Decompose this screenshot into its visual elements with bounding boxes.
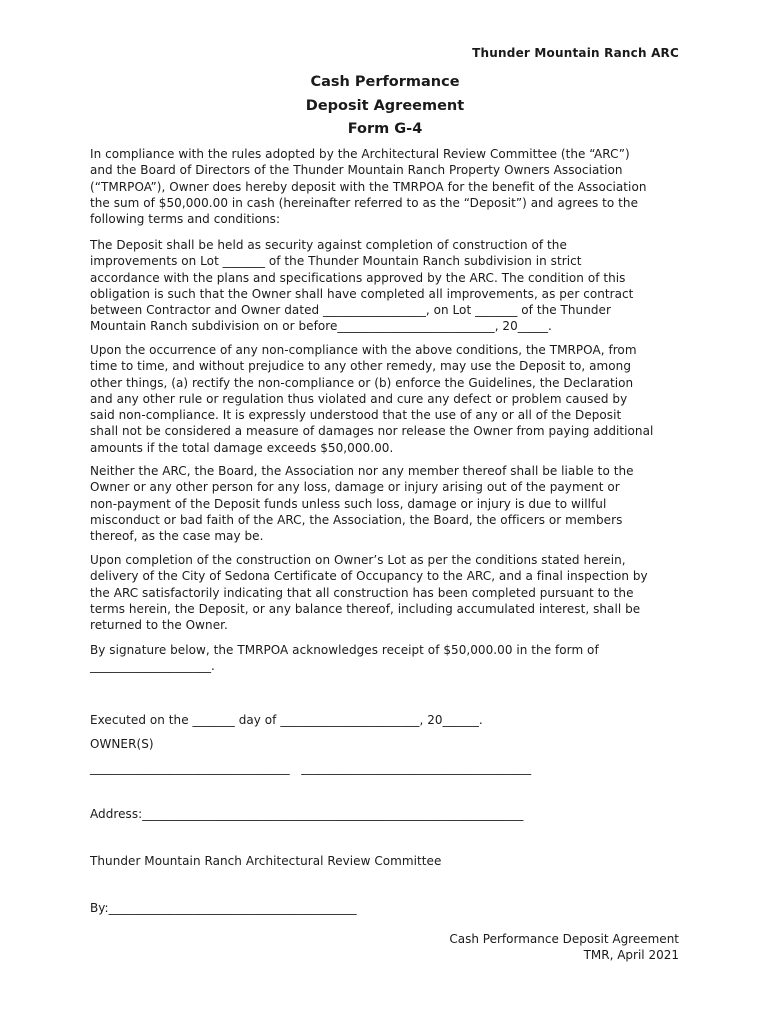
liability-paragraph: Neither the ARC, the Board, the Association nor any member thereof shall be liable to the Owner or any other person for any loss, damage or injury arising out of the payment or non-payment of the Deposit funds unless such loss, damage or injury is due to willful misconduct or bad faith of the ARC, the Association, the Board, the officers or members thereof, as the case may be. [90,464,634,544]
title-line-1: Cash Performance [310,74,460,90]
address-line: Address:_______________________________________________________________ [90,807,524,821]
security-paragraph: The Deposit shall be held as security against completion of construction of the improvements on Lot _______ of the Thunder Mountain Ranch subdivision in strict accordance with the plans and specifications approved by the ARC. The condition of this obligation is such that the Owner shall have completed all improvements, as per contract between Contractor and Owner dated _________________, on Lot _______ of the Thunder Mountain Ranch subdivision on or before__________________________, 20_____. [90,238,634,334]
completion-paragraph: Upon completion of the construction on Owner’s Lot as per the conditions stated herein, delivery of the City of Sedona Certificate of Occupancy to the ARC, and a final inspection by the ARC satisfactorily indicating that all construction has been completed pursuant to the terms herein, the Deposit, or any balance thereof, including accumulated interest, shall be returned to the Owner. [90,553,648,633]
noncompliance-paragraph: Upon the occurrence of any non-compliance with the above conditions, the TMRPOA, from time to time, and without prejudice to any other remedy, may use the Deposit to, among other things, (a) rectify the non-compliance or (b) enforce the Guidelines, the Declaration and any other rule or regulation thus violated and cure any defect or problem caused by said non-compliance. It is expressly understood that the use of any or all of the Deposit shall not be considered a measure of damages nor release the Owner from paying additional amounts if the total damage exceeds $50,000.00. [90,343,654,455]
header-organization: Thunder Mountain Ranch ARC [472,46,679,60]
document-footer [449,931,679,963]
title-line-3: Form G-4 [347,121,423,137]
executed-line: Executed on the _______ day of _______________________, 20______. [90,713,483,727]
by-signature-line: By:_________________________________________ [90,901,357,915]
footer-line-2: TMR, April 2021 [583,948,679,962]
owners-label: OWNER(S) [90,737,154,751]
document-title [0,71,770,142]
footer-line-1: Cash Performance Deposit Agreement [449,932,679,946]
acknowledgement-paragraph: By signature below, the TMRPOA acknowledges receipt of $50,000.00 in the form of ____________________. [90,643,599,674]
owner-signature-lines: _________________________________ ______________________________________ [90,761,532,775]
intro-paragraph: In compliance with the rules adopted by the Architectural Review Committee (the “ARC”) and the Board of Directors of the Thunder Mountain Ranch Property Owners Association (“TMRPOA”), Owner does hereby deposit with the TMRPOA for the benefit of the Association the sum of $50,000.00 in cash (hereinafter referred to as the “Deposit”) and agrees to the following terms and conditions: [90,147,647,227]
title-line-2: Deposit Agreement [305,97,465,114]
committee-name: Thunder Mountain Ranch Architectural Review Committee [90,854,442,868]
